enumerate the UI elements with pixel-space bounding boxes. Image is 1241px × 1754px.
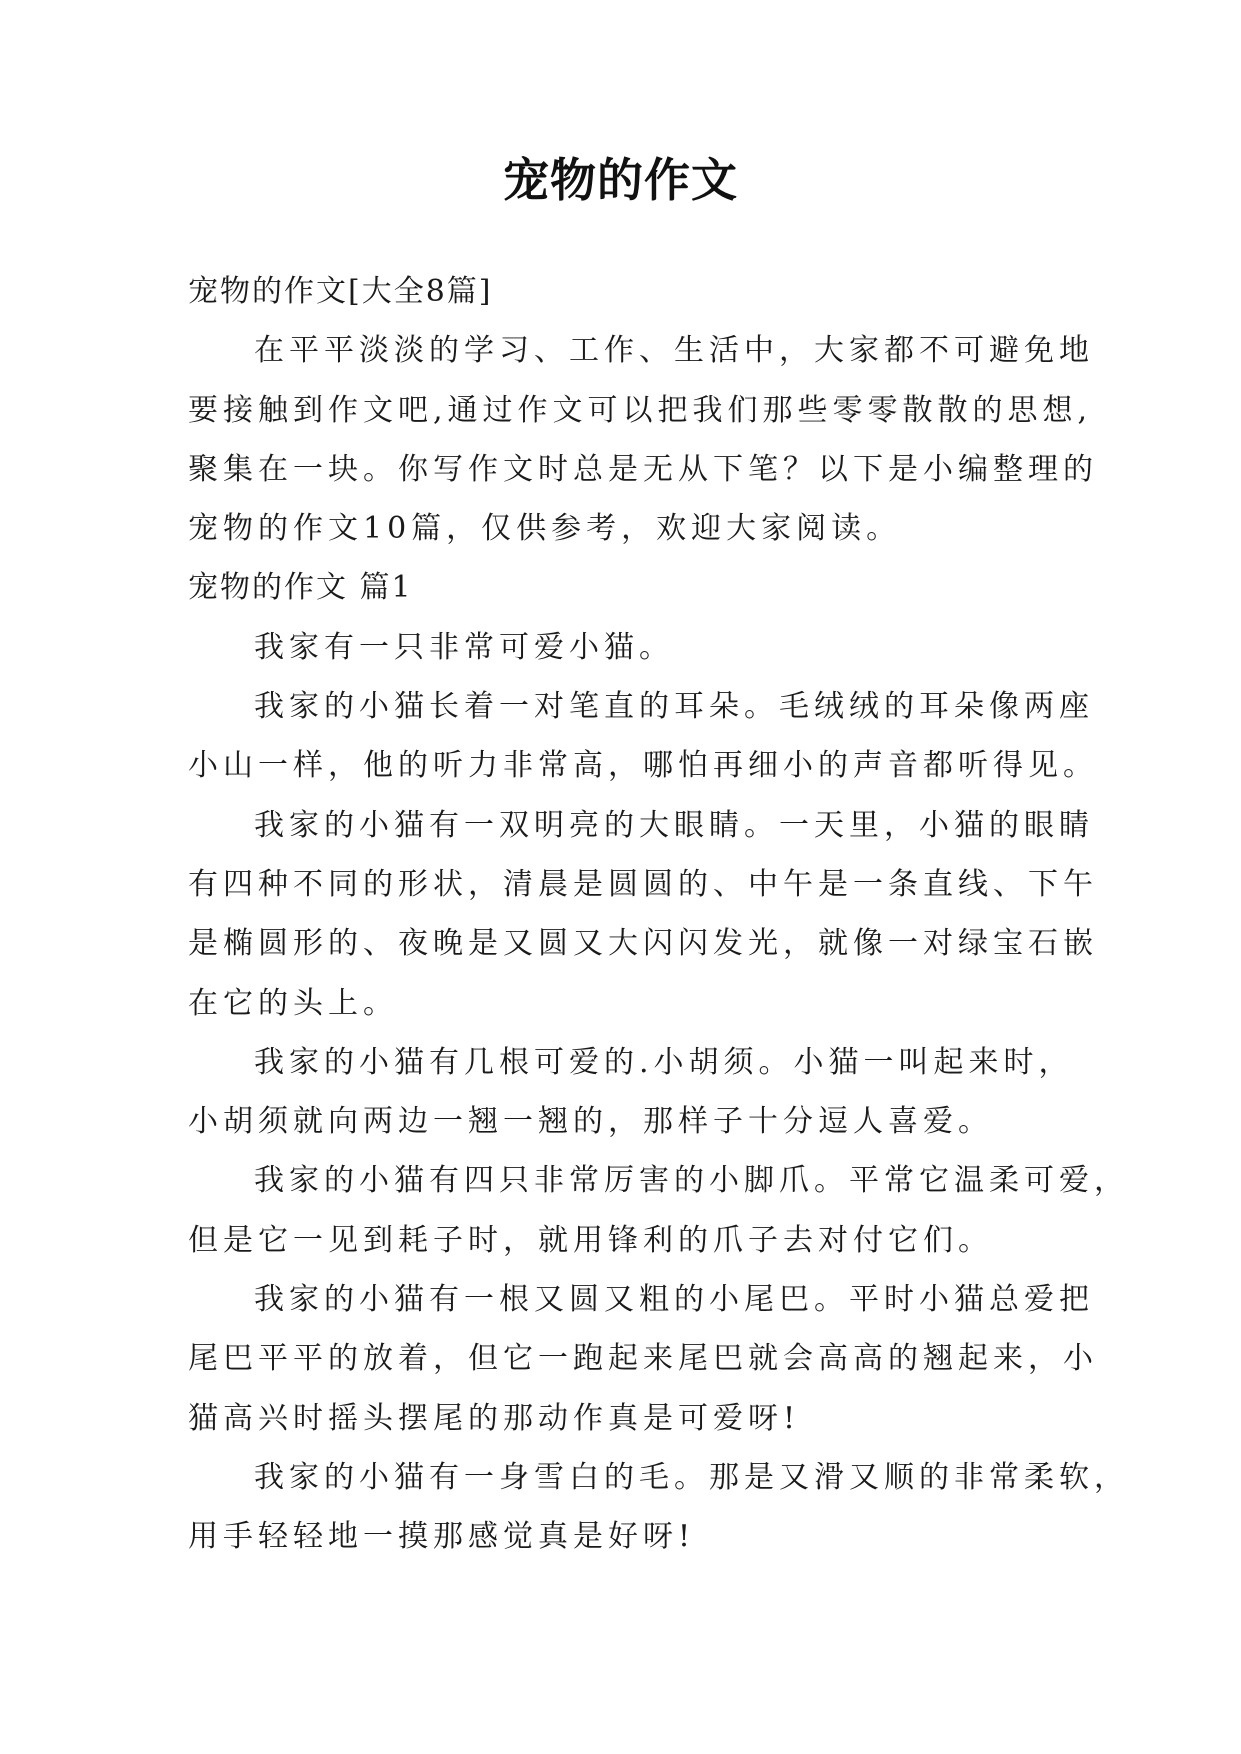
text-line: 是椭圆形的、夜晚是又圆又大闪闪发光，就像一对绿宝石嵌 — [188, 926, 1098, 962]
text-line: 聚集在一块。你写作文时总是无从下笔？以下是小编整理的 — [188, 451, 1098, 487]
text-line: 猫高兴时摇头摆尾的那动作真是可爱呀! — [188, 1400, 801, 1436]
text-line: 在它的头上。 — [188, 985, 398, 1021]
text-line: 宠物的作文10篇，仅供参考，欢迎大家阅读。 — [188, 511, 902, 547]
text-line: 我家的小猫有一根又圆又粗的小尾巴。平时小猫总爱把 — [254, 1282, 1094, 1318]
text-line: 尾巴平平的放着，但它一跑起来尾巴就会高高的翘起来，小 — [188, 1341, 1098, 1377]
text-line: 我家有一只非常可爱小猫。 — [254, 629, 674, 665]
text-line: 但是它一见到耗子时，就用锋利的爪子去对付它们。 — [188, 1222, 993, 1258]
text-line: 小山一样，他的听力非常高，哪怕再细小的声音都听得见。 — [188, 748, 1098, 784]
section-heading: 宠物的作文 篇1 — [188, 570, 413, 606]
document-title: 宠物的作文 — [503, 153, 738, 207]
text-line: 有四种不同的形状，清晨是圆圆的、中午是一条直线、下午 — [188, 866, 1098, 902]
text-line: 我家的小猫有一身雪白的毛。那是又滑又顺的非常柔软， — [254, 1459, 1129, 1495]
section-heading: 宠物的作文[大全8篇] — [188, 274, 493, 309]
text-line: 我家的小猫有四只非常厉害的小脚爪。平常它温柔可爱， — [254, 1163, 1129, 1199]
text-line: 小胡须就向两边一翘一翘的，那样子十分逗人喜爱。 — [188, 1104, 993, 1140]
text-line: 在平平淡淡的学习、工作、生活中，大家都不可避免地 — [254, 333, 1094, 369]
text-line: 我家的小猫有几根可爱的.小胡须。小猫一叫起来时， — [254, 1044, 1074, 1080]
text-line: 要接触到作文吧,通过作文可以把我们那些零零散散的思想, — [188, 392, 1093, 428]
text-line: 我家的小猫长着一对笔直的耳朵。毛绒绒的耳朵像两座 — [254, 689, 1094, 725]
text-line: 我家的小猫有一双明亮的大眼睛。一天里，小猫的眼睛 — [254, 807, 1094, 843]
text-line: 用手轻轻地一摸那感觉真是好呀! — [188, 1519, 696, 1555]
document-body — [188, 262, 1129, 1567]
